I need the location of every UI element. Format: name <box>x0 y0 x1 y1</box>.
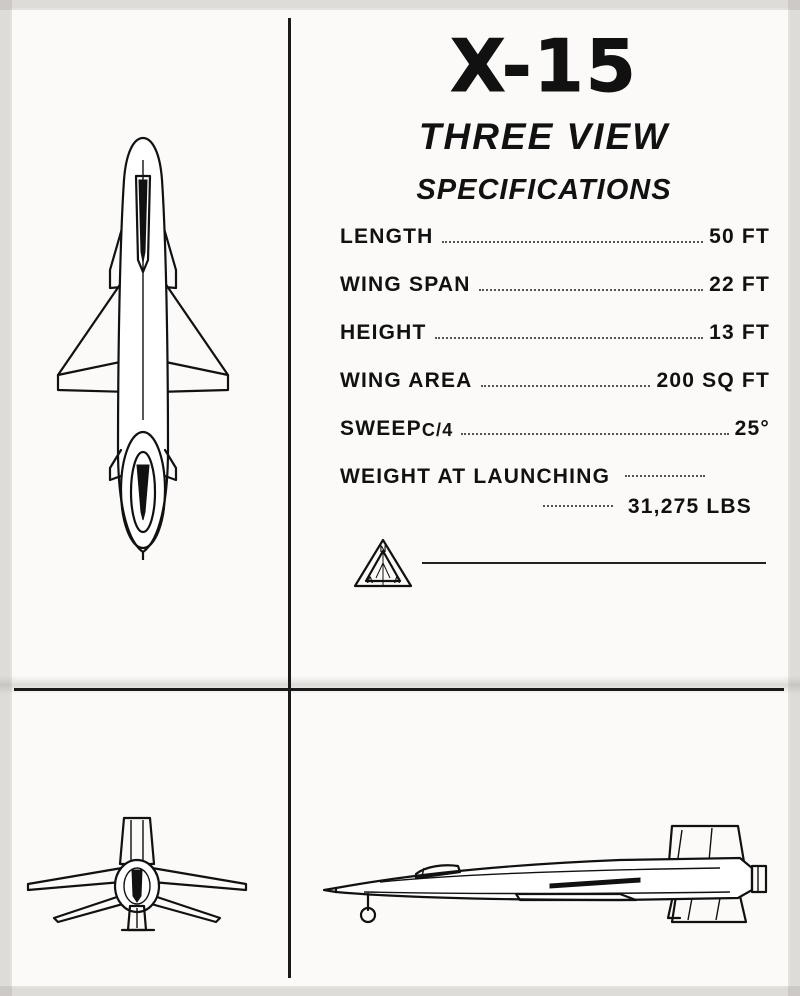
spec-row-wing-span <box>340 273 770 297</box>
spec-value-wing-area: 200 SQ FT <box>656 369 770 392</box>
top-view-drawing <box>18 120 268 560</box>
spec-dot-leader <box>435 336 704 339</box>
spec-row-wing-area <box>340 369 770 393</box>
front-view-drawing <box>14 810 264 940</box>
vertical-divider-rule <box>288 18 291 978</box>
specifications-panel <box>300 20 788 589</box>
spec-dot-leader <box>481 384 651 387</box>
spec-label-sweep-subscript: C/4 <box>421 420 454 440</box>
spec-dot-leader <box>543 505 613 507</box>
spec-dot-leader <box>442 240 704 243</box>
horizontal-divider-rule <box>14 688 784 691</box>
specifications-heading: SPECIFICATIONS <box>416 174 672 206</box>
logo-row <box>352 537 788 589</box>
spec-label-weight: WEIGHT AT LAUNCHING <box>340 465 611 488</box>
spec-label-sweep: SWEEP <box>340 417 422 440</box>
spec-value-wing-span: 22 FT <box>709 273 770 296</box>
page-title: X-15 <box>450 24 638 108</box>
spec-value-height: 13 FT <box>709 321 770 344</box>
spec-value-weight: 31,275 LBS <box>627 495 752 518</box>
svg-text:A: A <box>393 575 401 585</box>
spec-dot-leader <box>479 288 704 291</box>
spec-dot-leader <box>461 432 728 435</box>
spec-label-height: HEIGHT <box>340 321 427 344</box>
spec-row-weight-at-launching <box>340 465 770 489</box>
spec-value-weight-row <box>340 495 770 519</box>
specifications-list <box>300 225 788 519</box>
nasa-logo-text: N <box>379 544 387 554</box>
svg-text:A: A <box>366 575 374 585</box>
spec-value-length: 50 FT <box>709 225 770 248</box>
nasa-meatball-logo <box>352 537 414 589</box>
page-subtitle: THREE VIEW <box>418 116 670 157</box>
spec-label-length: LENGTH <box>340 225 434 248</box>
spec-row-sweep <box>340 417 770 441</box>
spec-dot-leader <box>625 475 705 477</box>
spec-label-wing-area: WING AREA <box>340 369 473 392</box>
spec-value-sweep: 25° <box>734 417 770 440</box>
spec-row-height <box>340 321 770 345</box>
logo-horizontal-rule <box>422 562 766 564</box>
side-view-drawing <box>320 810 770 940</box>
spec-label-wing-span: WING SPAN <box>340 273 471 296</box>
spec-row-length <box>340 225 770 249</box>
